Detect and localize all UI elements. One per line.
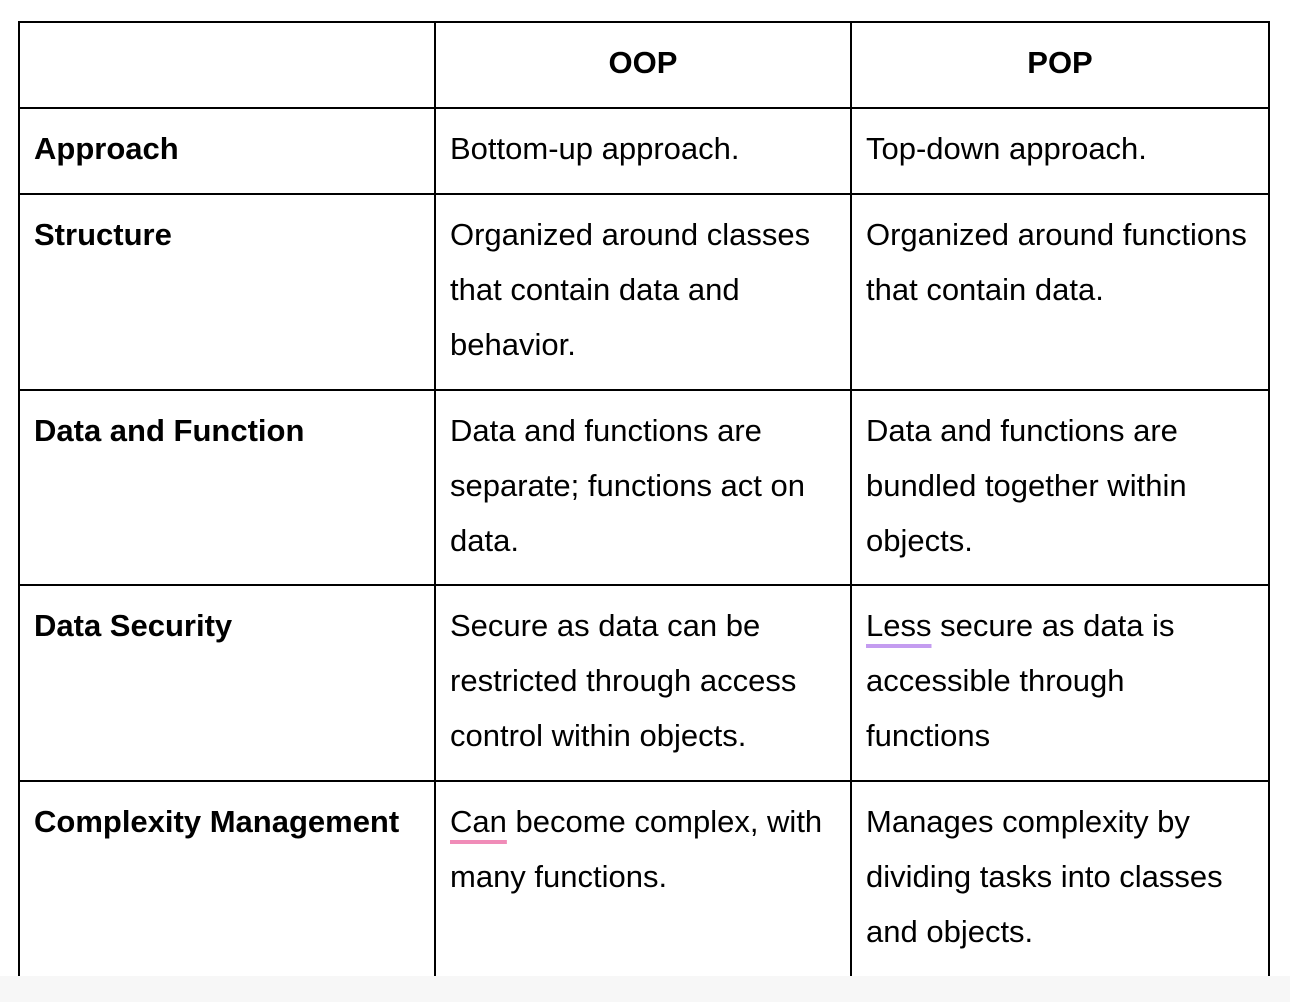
table-row bbox=[19, 390, 1269, 585]
cell-oop-complexity-management[interactable] bbox=[435, 781, 851, 977]
row-label-approach[interactable]: Approach bbox=[19, 108, 435, 194]
header-pop[interactable]: POP bbox=[851, 22, 1269, 108]
cell-pop-approach[interactable]: Top-down approach. bbox=[851, 108, 1269, 194]
cell-pop-complexity-management[interactable]: Manages complexity by dividing tasks into classes and objects. bbox=[851, 781, 1269, 977]
header-empty-cell[interactable] bbox=[19, 22, 435, 108]
header-row bbox=[19, 22, 1269, 108]
grammar-flagged-word[interactable]: Less bbox=[866, 608, 932, 643]
table-row bbox=[19, 781, 1269, 977]
row-label-complexity-management[interactable]: Complexity Management bbox=[19, 781, 435, 977]
cell-pop-data-security[interactable] bbox=[851, 585, 1269, 781]
cell-oop-structure[interactable]: Organized around classes that contain data and behavior. bbox=[435, 194, 851, 390]
row-label-data-and-function[interactable]: Data and Function bbox=[19, 390, 435, 585]
page-bottom-gutter bbox=[0, 976, 1290, 1002]
cell-text: secure as data is accessible through functions bbox=[866, 608, 1175, 753]
oop-pop-comparison-table bbox=[18, 21, 1270, 978]
cell-oop-approach[interactable]: Bottom-up approach. bbox=[435, 108, 851, 194]
spelling-flagged-word[interactable]: Can bbox=[450, 804, 507, 839]
cell-pop-structure[interactable]: Organized around functions that contain data. bbox=[851, 194, 1269, 390]
header-oop[interactable]: OOP bbox=[435, 22, 851, 108]
table-row bbox=[19, 194, 1269, 390]
cell-oop-data-security[interactable]: Secure as data can be restricted through access control within objects. bbox=[435, 585, 851, 781]
cell-text: become complex, with many functions. bbox=[450, 804, 823, 894]
row-label-structure[interactable]: Structure bbox=[19, 194, 435, 390]
table-row bbox=[19, 108, 1269, 194]
cell-pop-data-and-function[interactable]: Data and functions are bundled together within objects. bbox=[851, 390, 1269, 585]
cell-oop-data-and-function[interactable]: Data and functions are separate; functions act on data. bbox=[435, 390, 851, 585]
table-row bbox=[19, 585, 1269, 781]
row-label-data-security[interactable]: Data Security bbox=[19, 585, 435, 781]
